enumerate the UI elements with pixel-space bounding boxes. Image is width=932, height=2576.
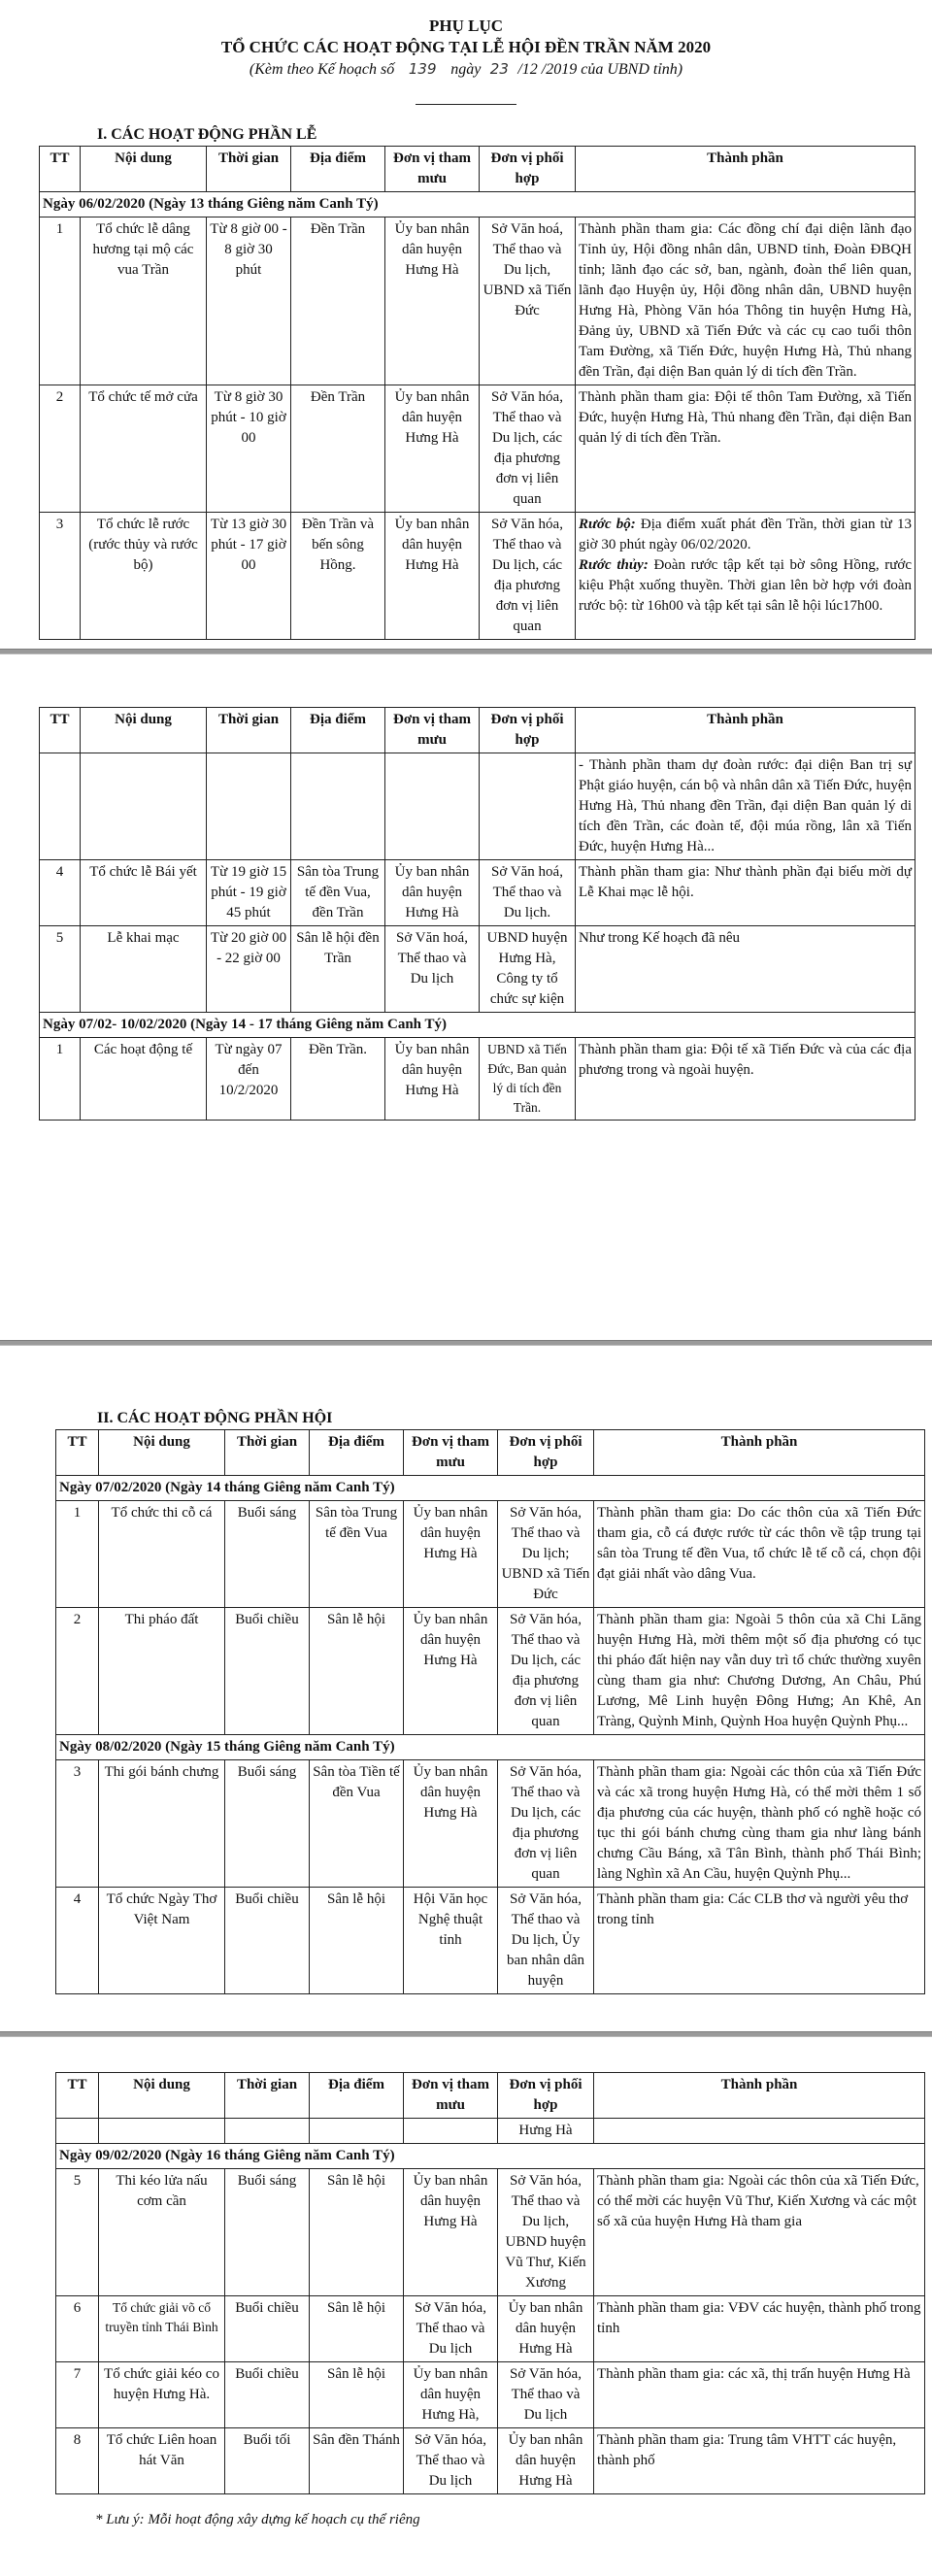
cell-coop-unit: Sở Văn hóa, Thể thao và Du lịch, các địa phương đơn vị liên quan xyxy=(480,513,576,640)
cell-tt: 3 xyxy=(40,513,81,640)
day-row xyxy=(56,1476,925,1501)
cell-tt: 4 xyxy=(40,860,81,926)
col-header-lead-unit: Đơn vị tham mưu xyxy=(404,2073,498,2119)
table-row xyxy=(40,513,915,640)
document-header xyxy=(0,0,932,105)
cell-members: Thành phần tham gia: Các đồng chí đại diện lãnh đạo Tỉnh ủy, Hội đồng nhân dân, UBND tỉnh, Đoàn ĐBQH tỉnh; lãnh đạo các sở, ban, ngành, đoàn thể liên quan, lãnh đạo Huyện ủy, Hội đồng nhân dân, UBND huyện Hưng Hà, Phòng Văn hóa Thông tin huyện Hưng Hà, Đảng ủy, UBND xã Tiến Đức và các cụ cao tuổi thôn Tam Đường, xã Tiến Đức, huyện Hưng Hà, Thủ nhang đền Trần, đại diện Ban quản lý di tích đền Trần. xyxy=(576,217,915,385)
table-header-row xyxy=(40,147,915,192)
cell-place: Sân lễ hội đền Trần xyxy=(291,926,385,1013)
cell-tt: 1 xyxy=(56,1501,99,1608)
cell-time: Từ 8 giờ 30 phút - 10 giờ 00 xyxy=(207,385,291,513)
cell-lead-unit: Ủy ban nhân dân huyện Hưng Hà xyxy=(385,217,480,385)
table-row-continued xyxy=(40,753,915,860)
cell-members: Thành phần tham gia: các xã, thị trấn huyện Hưng Hà xyxy=(594,2362,925,2428)
cell-place: Đền Trần xyxy=(291,385,385,513)
table-row xyxy=(56,2362,925,2428)
col-header-members: Thành phần xyxy=(576,147,915,192)
table-header-row xyxy=(56,1430,925,1476)
cell-tt: 5 xyxy=(56,2169,99,2296)
cell-place: Sân lễ hội xyxy=(310,1608,404,1735)
cell-lead-unit: Ủy ban nhân dân huyện Hưng Hà xyxy=(385,385,480,513)
cell-members: - Thành phần tham dự đoàn rước: đại diện Ban trị sự Phật giáo huyện, cán bộ và nhân dân xã Tiến Đức, huyện Hưng Hà, Thủ nhang đền Trần, đại diện Ban quản lý di tích đền Trần, các đoàn tế, đội múa rồng, lân xã Tiến Đức, huyện Hưng Hà... xyxy=(576,753,915,860)
col-header-content: Nội dung xyxy=(99,2073,225,2119)
attachment-suffix: /12 /2019 của UBND tỉnh) xyxy=(517,61,683,78)
table-row xyxy=(56,2296,925,2362)
cell-members: Thành phần tham gia: Trung tâm VHTT các huyện, thành phố xyxy=(594,2428,925,2494)
cell-coop-unit: Sở Văn hóa, Thể thao và Du lịch, các địa phương đơn vị liên quan xyxy=(498,1608,594,1735)
procession-land-label: Rước bộ: xyxy=(579,517,636,532)
table-row xyxy=(40,385,915,513)
cell-members: Thành phần tham gia: Ngoài các thôn của xã Tiến Đức, có thể mời các huyện Vũ Thư, Kiến Xương và các một số xã của huyện Hưng Hà tham gia xyxy=(594,2169,925,2296)
document-subtitle: TỔ CHỨC CÁC HOẠT ĐỘNG TẠI LỄ HỘI ĐỀN TRẦN NĂM 2020 xyxy=(220,38,712,56)
schedule-table-section-2 xyxy=(55,1429,925,1994)
table-row xyxy=(56,2169,925,2296)
cell-place: Sân lễ hội xyxy=(310,2362,404,2428)
day-label: Ngày 07/02/2020 (Ngày 14 tháng Giêng năm Canh Tý) xyxy=(56,1476,925,1501)
attachment-mid: ngày xyxy=(450,61,482,78)
page-4 xyxy=(0,2037,932,2564)
day-label: Ngày 06/02/2020 (Ngày 13 tháng Giêng năm Canh Tý) xyxy=(40,192,915,217)
day-row xyxy=(56,2144,925,2169)
col-header-content: Nội dung xyxy=(81,708,207,753)
cell-time: Buổi tối xyxy=(225,2428,310,2494)
col-header-members: Thành phần xyxy=(594,2073,925,2119)
header-divider xyxy=(416,104,516,105)
section-2-title: II. CÁC HOẠT ĐỘNG PHẦN HỘI xyxy=(97,1410,333,1426)
col-header-members: Thành phần xyxy=(594,1430,925,1476)
cell-content: Tổ chức lễ rước (rước thủy và rước bộ) xyxy=(81,513,207,640)
cell-members: Thành phần tham gia: Ngoài 5 thôn của xã Chi Lăng huyện Hưng Hà, mời thêm một số địa phương có tục thi pháo đất hiện nay vẫn duy trì tổ chức thường xuyên cùng tham gia như: Chương Dương, An Châu, Phú Lương, Mê Linh huyện Đông Hưng; An Khê, An Tràng, Quỳnh Minh, Quỳnh Hoa huyện Quỳnh Phụ... xyxy=(594,1608,925,1735)
table-header-row xyxy=(40,708,915,753)
cell-members: Thành phần tham gia: Do các thôn của xã Tiến Đức tham gia, cỗ cá được rước từ các thôn về tập trung tại sân tòa Trung tế đền Vua, tổ chức lễ tế cỗ cá, chọn đội đạt giải nhất vào dâng Vua. xyxy=(594,1501,925,1608)
cell-tt: 3 xyxy=(56,1760,99,1888)
cell-content: Thi kéo lửa nấu cơm cần xyxy=(99,2169,225,2296)
cell-place: Sân đền Thánh xyxy=(310,2428,404,2494)
cell-place: Sân tòa Trung tế đền Vua xyxy=(310,1501,404,1608)
cell-time: Từ 8 giờ 00 - 8 giờ 30 phút xyxy=(207,217,291,385)
cell-time: Từ 20 giờ 00 - 22 giờ 00 xyxy=(207,926,291,1013)
attachment-line xyxy=(0,58,932,81)
cell-coop-unit: Sở Văn hóa, Thể thao và Du lịch, Ủy ban nhân dân huyện xyxy=(498,1888,594,1994)
cell-content: Tổ chức Liên hoan hát Văn xyxy=(99,2428,225,2494)
col-header-content: Nội dung xyxy=(81,147,207,192)
appendix-title: PHỤ LỤC xyxy=(428,17,504,35)
cell-coop-unit: Sở Văn hóa, Thể thao và Du lịch, các địa phương đơn vị liên quan xyxy=(498,1760,594,1888)
col-header-place: Địa điểm xyxy=(310,2073,404,2119)
cell-lead-unit: Sở Văn hóa, Thể thao và Du lịch xyxy=(404,2428,498,2494)
handwritten-plan-day: 23 xyxy=(489,60,509,78)
cell-lead-unit: Sở Văn hóa, Thể thao và Du lịch xyxy=(404,2296,498,2362)
cell-time: Từ 13 giờ 30 phút - 17 giờ 00 xyxy=(207,513,291,640)
cell-coop-unit: Hưng Hà xyxy=(498,2119,594,2144)
cell-coop-unit: Sở Văn hóa, Thể thao và Du lịch, các địa phương đơn vị liên quan xyxy=(480,385,576,513)
cell-tt: 2 xyxy=(56,1608,99,1735)
table-row xyxy=(40,860,915,926)
cell-coop-unit: Sở Văn hóa, Thể thao và Du lịch, UBND huyện Vũ Thư, Kiến Xương xyxy=(498,2169,594,2296)
cell-tt: 1 xyxy=(40,217,81,385)
cell-lead-unit: Ủy ban nhân dân huyện Hưng Hà xyxy=(404,1760,498,1888)
cell-place: Sân tòa Trung tế đền Vua, đền Trần xyxy=(291,860,385,926)
col-header-lead-unit: Đơn vị tham mưu xyxy=(404,1430,498,1476)
cell-place: Sân lễ hội xyxy=(310,2296,404,2362)
cell-lead-unit: Ủy ban nhân dân huyện Hưng Hà xyxy=(404,2169,498,2296)
table-row xyxy=(40,1038,915,1121)
cell-time: Từ ngày 07 đến 10/2/2020 xyxy=(207,1038,291,1121)
cell-time: Buổi chiều xyxy=(225,1608,310,1735)
col-header-time: Thời gian xyxy=(207,708,291,753)
cell-content: Tổ chức giải võ cổ truyền tỉnh Thái Bình xyxy=(99,2296,225,2362)
cell-coop-unit: Sở Văn hóa, Thể thao và Du lịch; UBND xã Tiến Đức xyxy=(498,1501,594,1608)
cell-content: Lễ khai mạc xyxy=(81,926,207,1013)
cell-content: Tổ chức thi cỗ cá xyxy=(99,1501,225,1608)
cell-tt: 1 xyxy=(40,1038,81,1121)
table-row xyxy=(56,1888,925,1994)
section-1-title: I. CÁC HOẠT ĐỘNG PHẦN LỄ xyxy=(97,126,317,143)
table-row xyxy=(56,1760,925,1888)
schedule-table-section-2-continued xyxy=(55,2072,925,2494)
col-header-time: Thời gian xyxy=(225,1430,310,1476)
cell-time: Buổi chiều xyxy=(225,1888,310,1994)
table-row xyxy=(56,1608,925,1735)
cell-members: Thành phần tham gia: VĐV các huyện, thành phố trong tỉnh xyxy=(594,2296,925,2362)
cell-lead-unit: Ủy ban nhân dân huyện Hưng Hà xyxy=(385,1038,480,1121)
cell-content: Tổ chức tế mở cửa xyxy=(81,385,207,513)
cell-lead-unit: Ủy ban nhân dân huyện Hưng Hà xyxy=(385,860,480,926)
cell-tt: 5 xyxy=(40,926,81,1013)
cell-time: Từ 19 giờ 15 phút - 19 giờ 45 phút xyxy=(207,860,291,926)
cell-content: Thi pháo đất xyxy=(99,1608,225,1735)
cell-tt: 8 xyxy=(56,2428,99,2494)
cell-coop-unit: Sở Văn hóa, Thể thao và Du lịch xyxy=(498,2362,594,2428)
table-row xyxy=(40,217,915,385)
cell-tt: 4 xyxy=(56,1888,99,1994)
cell-coop-unit: Sở Văn hoá, Thể thao và Du lịch. xyxy=(480,860,576,926)
cell-place: Sân lễ hội xyxy=(310,2169,404,2296)
day-label: Ngày 09/02/2020 (Ngày 16 tháng Giêng năm Canh Tý) xyxy=(56,2144,925,2169)
cell-lead-unit: Ủy ban nhân dân huyện Hưng Hà xyxy=(385,513,480,640)
table-row-continued xyxy=(56,2119,925,2144)
cell-coop-unit: UBND xã Tiến Đức, Ban quản lý di tích đền Trần. xyxy=(480,1038,576,1121)
page-3 xyxy=(0,1346,932,2031)
cell-tt: 7 xyxy=(56,2362,99,2428)
cell-members: Thành phần tham gia: Ngoài các thôn của xã Tiến Đức và các xã trong huyện Hưng Hà, có thể mời thêm 1 số địa phương của các huyện, thành phố có nghề hoặc có tục thi gói bánh chưng cùng tham gia như làng bánh chưng Cầu Báng, xã Tân Bình, thành phố Thái Bình; làng Nghìn xã An Cầu, huyện Quỳnh Phụ... xyxy=(594,1760,925,1888)
schedule-table-section-1-continued xyxy=(39,707,915,1121)
procession-water xyxy=(579,555,912,617)
cell-place: Sân tòa Tiền tế đền Vua xyxy=(310,1760,404,1888)
col-header-lead-unit: Đơn vị tham mưu xyxy=(385,147,480,192)
procession-water-label: Rước thủy: xyxy=(579,557,649,573)
col-header-lead-unit: Đơn vị tham mưu xyxy=(385,708,480,753)
cell-coop-unit: Ủy ban nhân dân huyện Hưng Hà xyxy=(498,2428,594,2494)
cell-content: Tổ chức lễ Bái yết xyxy=(81,860,207,926)
day-row xyxy=(40,192,915,217)
col-header-time: Thời gian xyxy=(225,2073,310,2119)
col-header-coop-unit: Đơn vị phối hợp xyxy=(498,1430,594,1476)
table-header-row xyxy=(56,2073,925,2119)
procession-land-text: Địa điểm xuất phát đền Trần, thời gian từ 13 giờ 30 phút ngày 06/02/2020. xyxy=(579,517,912,552)
footnote: * Lưu ý: Mỗi hoạt động xây dựng kế hoạch cụ thể riêng xyxy=(95,2512,420,2527)
cell-content: Tổ chức lễ dâng hương tại mộ các vua Trần xyxy=(81,217,207,385)
cell-time: Buổi sáng xyxy=(225,1501,310,1608)
col-header-time: Thời gian xyxy=(207,147,291,192)
cell-time: Buổi sáng xyxy=(225,2169,310,2296)
cell-time: Buổi chiều xyxy=(225,2296,310,2362)
cell-lead-unit: Ủy ban nhân dân huyện Hưng Hà xyxy=(404,1501,498,1608)
col-header-tt: TT xyxy=(56,1430,99,1476)
cell-coop-unit: UBND huyện Hưng Hà, Công ty tổ chức sự kiện xyxy=(480,926,576,1013)
col-header-coop-unit: Đơn vị phối hợp xyxy=(480,147,576,192)
col-header-coop-unit: Đơn vị phối hợp xyxy=(498,2073,594,2119)
attachment-prefix: (Kèm theo Kế hoạch số xyxy=(249,61,395,78)
col-header-tt: TT xyxy=(40,708,81,753)
cell-tt: 6 xyxy=(56,2296,99,2362)
cell-lead-unit: Ủy ban nhân dân huyện Hưng Hà xyxy=(404,1608,498,1735)
cell-lead-unit: Ủy ban nhân dân huyện Hưng Hà, xyxy=(404,2362,498,2428)
cell-members: Như trong Kế hoạch đã nêu xyxy=(576,926,915,1013)
cell-members xyxy=(576,513,915,640)
cell-lead-unit: Sở Văn hoá, Thể thao và Du lịch xyxy=(385,926,480,1013)
day-row xyxy=(56,1735,925,1760)
cell-time: Buổi chiều xyxy=(225,2362,310,2428)
col-header-place: Địa điểm xyxy=(310,1430,404,1476)
cell-members: Thành phần tham gia: Đội tế xã Tiến Đức và của các địa phương trong và ngoài huyện. xyxy=(576,1038,915,1121)
cell-place: Sân lễ hội xyxy=(310,1888,404,1994)
procession-land xyxy=(579,515,912,555)
cell-time: Buổi sáng xyxy=(225,1760,310,1888)
cell-coop-unit: Ủy ban nhân dân huyện Hưng Hà xyxy=(498,2296,594,2362)
cell-tt: 2 xyxy=(40,385,81,513)
col-header-members: Thành phần xyxy=(576,708,915,753)
table-row xyxy=(56,1501,925,1608)
day-label: Ngày 08/02/2020 (Ngày 15 tháng Giêng năm Canh Tý) xyxy=(56,1735,925,1760)
page-1 xyxy=(0,0,932,649)
cell-lead-unit: Hội Văn học Nghệ thuật tỉnh xyxy=(404,1888,498,1994)
cell-members: Thành phần tham gia: Đội tế thôn Tam Đường, xã Tiến Đức, huyện Hưng Hà, Thủ nhang đền Trần, đại diện Ban quản lý di tích đền Trần. xyxy=(576,385,915,513)
cell-content: Thi gói bánh chưng xyxy=(99,1760,225,1888)
col-header-place: Địa điểm xyxy=(291,708,385,753)
table-row xyxy=(40,926,915,1013)
cell-content: Tổ chức Ngày Thơ Việt Nam xyxy=(99,1888,225,1994)
table-row xyxy=(56,2428,925,2494)
col-header-content: Nội dung xyxy=(99,1430,225,1476)
cell-members: Thành phần tham gia: Như thành phần đại biểu mời dự Lễ Khai mạc lễ hội. xyxy=(576,860,915,926)
schedule-table-section-1 xyxy=(39,146,915,640)
col-header-coop-unit: Đơn vị phối hợp xyxy=(480,708,576,753)
cell-place: Đền Trần. xyxy=(291,1038,385,1121)
procession-water-text: Đoàn rước tập kết tại bờ sông Hồng, rước kiệu Phật xuống thuyền. Thời gian lên bờ hợp với đoàn rước bộ: từ 16h00 và tập kết tại sân lễ hội lúc17h00. xyxy=(579,557,912,614)
cell-content: Tổ chức giải kéo co huyện Hưng Hà. xyxy=(99,2362,225,2428)
page-2 xyxy=(0,654,932,1340)
cell-place: Đền Trần và bến sông Hồng. xyxy=(291,513,385,640)
cell-coop-unit: Sở Văn hoá, Thể thao và Du lịch, UBND xã Tiến Đức xyxy=(480,217,576,385)
handwritten-plan-number: 139 xyxy=(408,60,437,78)
col-header-tt: TT xyxy=(40,147,81,192)
day-label: Ngày 07/02- 10/02/2020 (Ngày 14 - 17 tháng Giêng năm Canh Tý) xyxy=(40,1013,915,1038)
day-row xyxy=(40,1013,915,1038)
cell-members: Thành phần tham gia: Các CLB thơ và người yêu thơ trong tỉnh xyxy=(594,1888,925,1994)
col-header-place: Địa điểm xyxy=(291,147,385,192)
cell-place: Đền Trần xyxy=(291,217,385,385)
cell-content: Các hoạt động tế xyxy=(81,1038,207,1121)
col-header-tt: TT xyxy=(56,2073,99,2119)
